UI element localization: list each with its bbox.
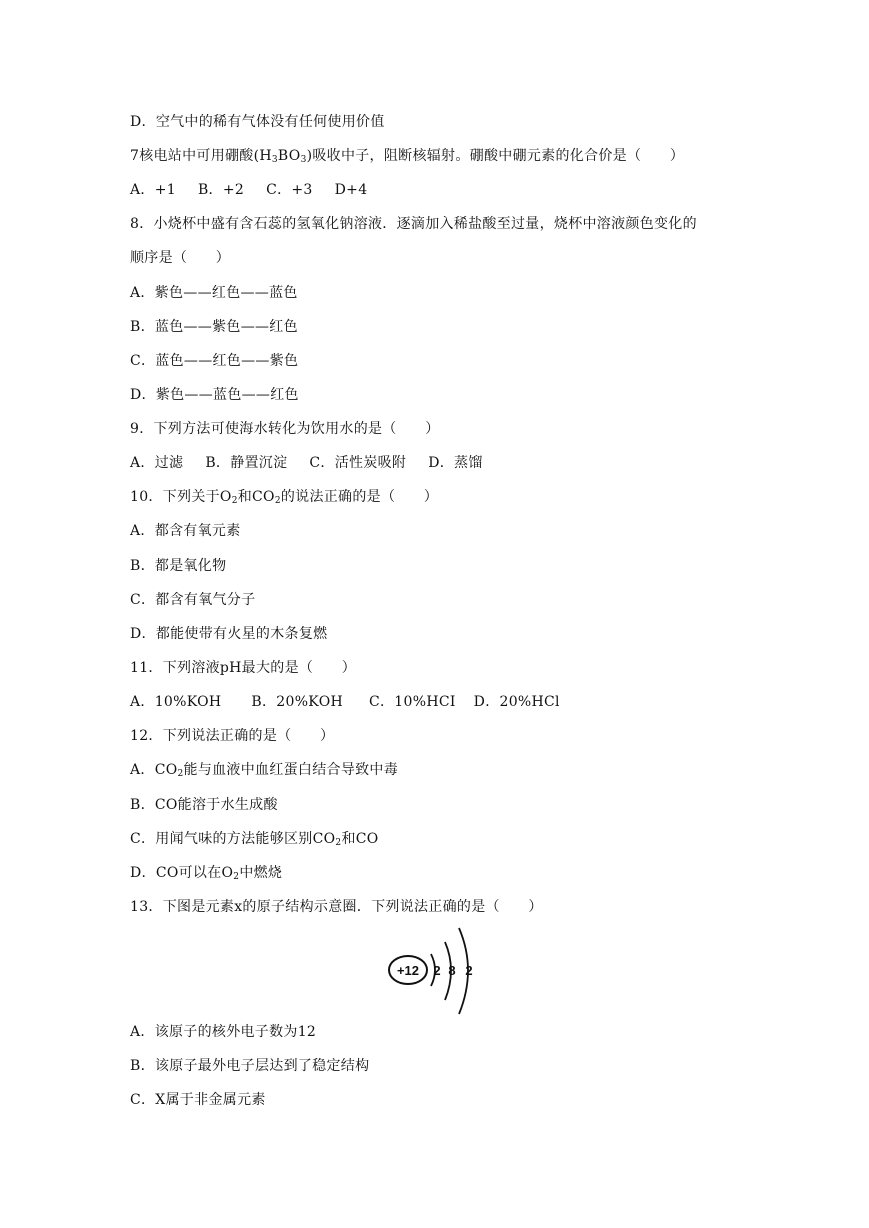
q13-option-c: C．X属于非金属元素 [130, 1092, 266, 1108]
q8-option-a: A．紫色——红色——蓝色 [130, 285, 298, 301]
q8-stem-line2: 顺序是（ ） [130, 250, 231, 266]
q9-option-a: A．过滤 [130, 455, 184, 471]
q9-stem: 9．下列方法可使海水转化为饮用水的是（ ） [130, 421, 440, 437]
q7-stem: 7核电站中可用硼酸$(H_3BO_3)$吸收中子，阻断核辐射。硼酸中硼元素的化合价是（ ） [130, 148, 685, 165]
q10-option-a: A．都含有氧元素 [130, 523, 241, 539]
q11-option-d: D．20%HCl [473, 694, 560, 710]
shell-1-electrons: 2 [433, 963, 441, 978]
q9-option-d: D．蒸馏 [428, 455, 483, 471]
q12-option-c: C．用闻气味的方法能够区别$CO_2$和CO [130, 831, 379, 848]
q12-option-b: B．CO能溶于水生成酸 [130, 797, 278, 813]
shell-2-electrons: 8 [448, 963, 456, 978]
q11-option-a: A．10%KOH [130, 694, 222, 710]
q10-option-d: D．都能使带有火星的木条复燃 [130, 626, 328, 642]
q13-option-b: B．该原子最外电子层达到了稳定结构 [130, 1058, 370, 1074]
q8-option-c: C．蓝色——红色——紫色 [130, 353, 299, 369]
q8-option-d: D．紫色——蓝色——红色 [130, 387, 299, 403]
q8-stem-line1: 8．小烧杯中盛有含石蕊的氢氧化钠溶液．逐滴加入稀盐酸至过量，烧杯中溶液颜色变化的 [130, 216, 697, 232]
q11-stem: 11．下列溶液pH最大的是（ ） [130, 660, 357, 676]
q8-option-b: B．蓝色——紫色——红色 [130, 319, 298, 335]
q6-option-d: D．空气中的稀有气体没有任何使用价值 [130, 114, 385, 130]
shell-3-electrons: 2 [465, 963, 473, 978]
q11-options [130, 692, 560, 712]
q7-option-d: D+4 [334, 182, 368, 198]
q9-option-b: B．静置沉淀 [205, 455, 288, 471]
q7-option-b: B．+2 [197, 182, 245, 198]
q7-option-a: A．+1 [130, 182, 176, 198]
q12-option-a: A．$CO_2$能与血液中血红蛋白结合导致中毒 [130, 762, 399, 779]
q7-option-c: C．+3 [266, 182, 313, 198]
q10-option-b: B．都是氧化物 [130, 558, 227, 574]
q12-option-d: D．CO可以在$O_2$中燃烧 [130, 865, 283, 882]
q11-option-c: C．10%HCI [368, 694, 456, 710]
q9-option-c: C．活性炭吸附 [309, 455, 407, 471]
q9-options [130, 453, 483, 473]
nucleus-charge: +12 [396, 963, 420, 978]
q13-option-a: A．该原子的核外电子数为12 [130, 1024, 317, 1040]
q10-stem: 10．下列关于$O_2$和$CO_2$的说法正确的是（ ） [130, 489, 439, 506]
q11-option-b: B．20%KOH [251, 694, 343, 710]
atom-structure-diagram [385, 920, 485, 1020]
q10-option-c: C．都含有氧气分子 [130, 592, 256, 608]
q13-stem: 13．下图是元素x的原子结构示意圈．下列说法正确的是（ ） [130, 899, 543, 915]
q12-stem: 12．下列说法正确的是（ ） [130, 728, 335, 744]
q7-options [130, 180, 367, 200]
